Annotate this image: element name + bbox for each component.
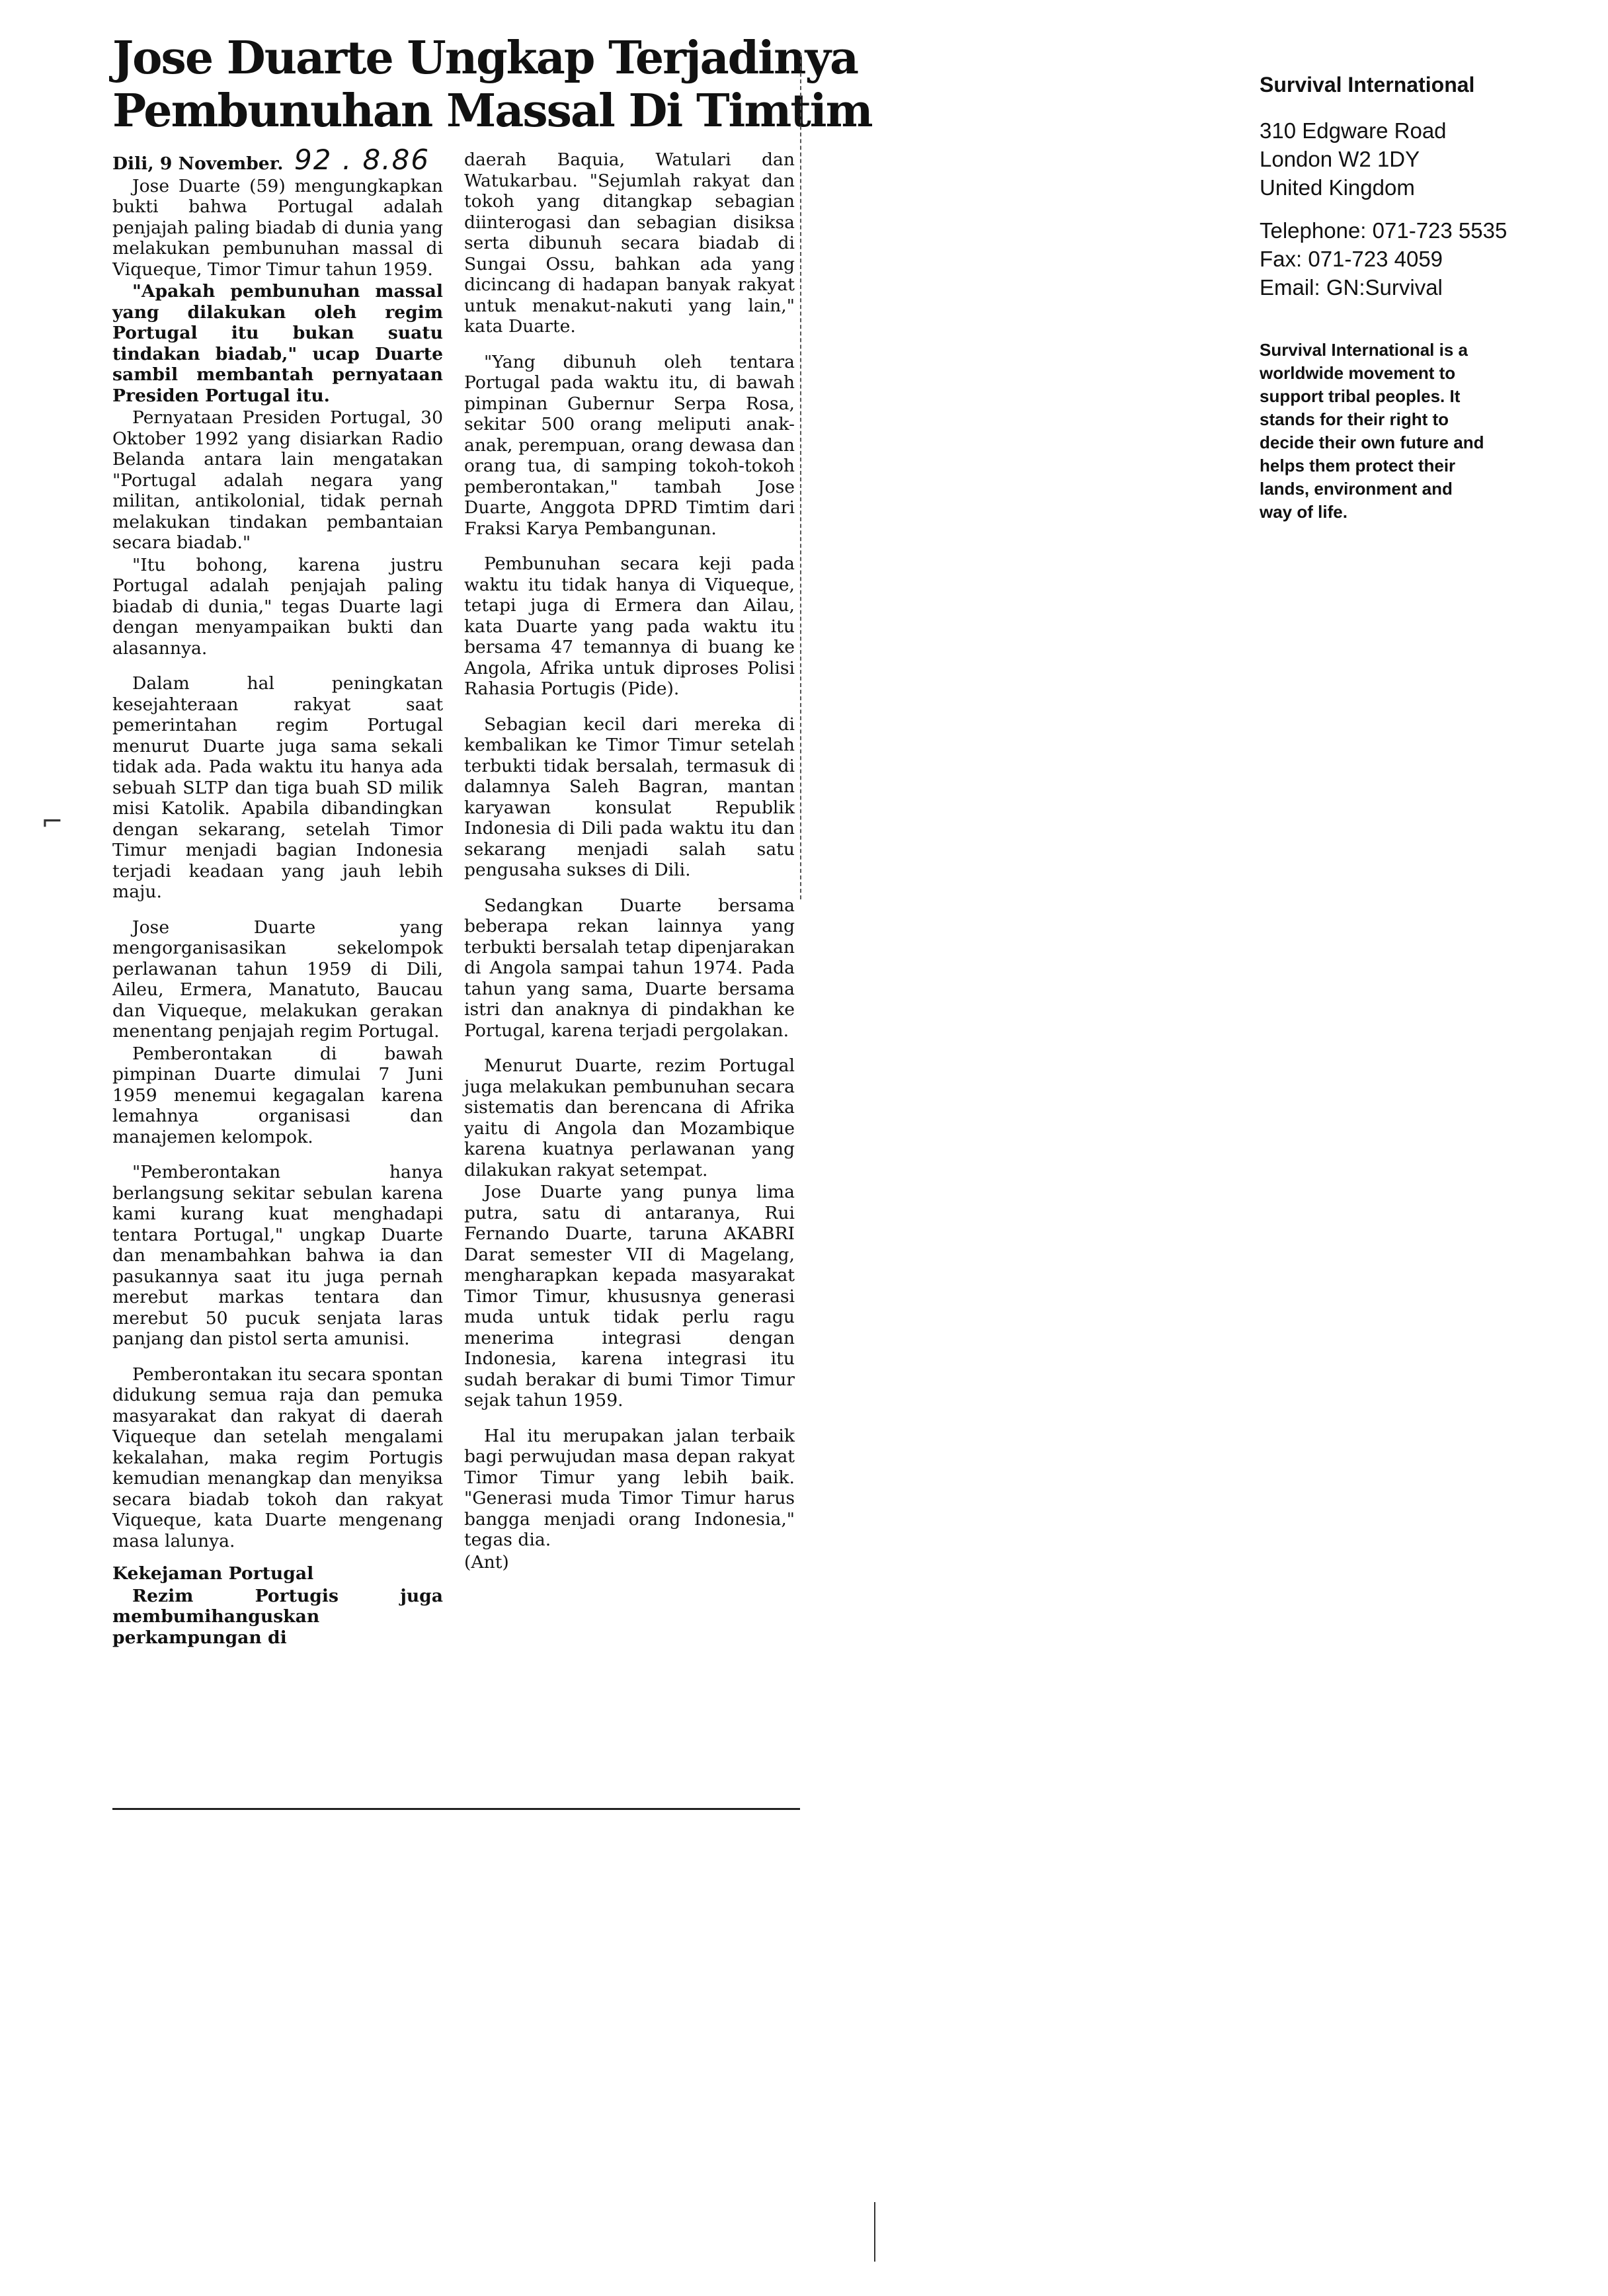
margin-mark: ⌐: [41, 807, 63, 837]
mission-line: Survival International is a: [1260, 340, 1468, 360]
right-column: [464, 149, 795, 1574]
dateline: Dili, 9 November.: [112, 153, 284, 174]
organization-name: Survival International: [1260, 73, 1475, 97]
dateline-paragraph: [112, 144, 443, 176]
email: Email: GN:Survival: [1260, 275, 1443, 300]
paragraph: Jose Duarte yang punya lima putra, satu di antaranya, Rui Fernando Duarte, taruna AKABRI Darat semester VII di Magelang, mengharapkan kepada masyarakat Timor Timur, khususnya generasi muda untuk tidak perlu ragu menerima integrasi dengan Indonesia, karena integrasi itu sudah berakar di bumi Timor Timur sejak tahun 1959.: [464, 1182, 795, 1411]
headline-line-1: Jose Duarte Ungkap Terjadinya: [112, 32, 858, 85]
mission-line: lands, environment and: [1260, 479, 1453, 499]
paragraph: daerah Baquia, Watulari dan Watukarbau. "Sejumlah rakyat dan tokoh yang ditangkap sebagian diinterogasi dan sebagian disiksa serta dibunuh secara biadab di Sungai Ossu, bahkan ada yang dicincang di hadapan banyak rakyat untuk menakut-nakuti yang lain," kata Duarte.: [464, 149, 795, 337]
paragraph: Dalam hal peningkatan kesejahteraan rakyat saat pemerintahan regim Portugal menurut Duarte juga sama sekali tidak ada. Pada waktu itu hanya ada sebuah SLTP dan tiga buah SD milik misi Katolik. Apabila dibandingkan dengan sekarang, setelah Timor Timur menjadi bagian Indonesia terjadi keadaan yang jauh lebih maju.: [112, 673, 443, 902]
address-line: United Kingdom: [1260, 175, 1415, 200]
address-line: London W2 1DY: [1260, 147, 1420, 171]
paragraph: Hal itu merupakan jalan terbaik bagi perwujudan masa depan rakyat Timor Timur yang lebih baik. "Generasi muda Timor Timur harus bangga menjadi orang Indonesia," tegas dia.: [464, 1425, 795, 1550]
news-agency-credit: (Ant): [464, 1551, 509, 1573]
scan-artifact-line: [874, 2202, 875, 2262]
address-line: 310 Edgware Road: [1260, 118, 1447, 143]
paragraph: "Pemberontakan hanya berlangsung sekitar sebulan karena kami kurang kuat menghadapi tentara Portugal," ungkap Duarte dan menambahkan bahwa ia dan pasukannya saat itu juga pernah merebut markas tentara dan merebut 50 pucuk senjata laras panjang dan pistol serta amunisi.: [112, 1162, 443, 1349]
paragraph: "Apakah pembunuhan massal yang dilakukan oleh regim Portugal itu bukan suatu tindakan biadab," ucap Duarte sambil membantah pernyataan Presiden Portugal itu.: [112, 281, 443, 406]
paragraph: Sedangkan Duarte bersama beberapa rekan lainnya yang terbukti bersalah tetap dipenjarakan di Angola sampai tahun 1974. Pada tahun yang sama, Duarte bersama istri dan anaknya di pindakhan ke Portugal, karena terjadi pergolakan.: [464, 895, 795, 1041]
section-subhead: Kekejaman Portugal: [112, 1563, 314, 1584]
fax: Fax: 071-723 4059: [1260, 247, 1443, 271]
paragraph: Pernyataan Presiden Portugal, 30 Oktober 1992 yang disiarkan Radio Belanda antara lain mengatakan "Portugal adalah negara yang militan, antikolonial, tidak pernah melakukan tindakan pembantaian secara biadab.": [112, 407, 443, 553]
handwritten-date-note: 92 . 8.86: [294, 144, 430, 176]
bottom-rule: [112, 1808, 800, 1810]
mission-line: stands for their right to: [1260, 409, 1449, 429]
newspaper-clipping: [112, 32, 872, 1817]
article-headline: [112, 32, 872, 138]
paragraph: Pemberontakan itu secara spontan didukung semua raja dan pemuka masyarakat dan rakyat di daerah Viqueque dan setelah mengalami kekalahan, maka regim Portugis kemudian menangkap dan menyiksa secara biadab tokoh dan rakyat Viqueque, kata Duarte mengenang masa lalunya.: [112, 1364, 443, 1551]
mission-statement: [1260, 339, 1537, 524]
paragraph: Pembunuhan secara keji pada waktu itu tidak hanya di Viqueque, tetapi juga di Ermera dan Ailau, kata Duarte yang pada waktu itu bersama 47 temannya di buang ke Angola, Afrika untuk diproses Polisi Rahasia Portugis (Pide).: [464, 554, 795, 699]
mission-line: worldwide movement to: [1260, 363, 1456, 383]
telephone: Telephone: 071-723 5535: [1260, 218, 1508, 243]
mission-line: helps them protect their: [1260, 456, 1456, 475]
paragraph: Jose Duarte (59) mengungkapkan bukti bahwa Portugal adalah penjajah paling biadab di dunia yang melakukan pembunuhan massal di Viqueque, Timor Timur tahun 1959.: [112, 175, 443, 280]
mission-line: way of life.: [1260, 502, 1347, 522]
clipping-cut-line: [800, 53, 801, 899]
mission-line: support tribal peoples. It: [1260, 386, 1461, 406]
paragraph: Rezim Portugis juga membumihanguskan perkampungan di: [112, 1585, 443, 1648]
headline-line-2: Pembunuhan Massal Di Timtim: [112, 85, 872, 138]
organization-address: [1260, 116, 1550, 202]
paragraph: Pemberontakan di bawah pimpinan Duarte dimulai 7 Juni 1959 menemui kegagalan karena lemahnya organisasi dan manajemen kelompok.: [112, 1043, 443, 1147]
paragraph: "Yang dibunuh oleh tentara Portugal pada waktu itu, di bawah pimpinan Gubernur Serpa Rosa, sekitar 500 orang meliputi anak-anak, perempuan, orang dewasa dan orang tua, di samping tokoh-tokoh pemberontakan," tambah Jose Duarte, Anggota DPRD Timtim dari Fraksi Karya Pembangunan.: [464, 351, 795, 539]
organization-contact: [1260, 216, 1550, 302]
paragraph: Menurut Duarte, rezim Portugal juga melakukan pembunuhan secara sistematis dan berencana di Afrika yaitu di Angola dan Mozambique karena kuatnya perlawanan yang dilakukan rakyat setempat.: [464, 1055, 795, 1180]
paragraph: "Itu bohong, karena justru Portugal adalah penjajah paling biadab di dunia," tegas Duarte lagi dengan menyampaikan bukti dan alasannya.: [112, 554, 443, 659]
paragraph: Jose Duarte yang mengorganisasikan sekelompok perlawanan tahun 1959 di Dili, Aileu, Ermera, Manatuto, Baucau dan Viqueque, melakukan gerakan menentang penjajah regim Portugal.: [112, 917, 443, 1042]
left-column: [112, 144, 443, 1649]
paragraph: Sebagian kecil dari mereka di kembalikan ke Timor Timur setelah terbukti tidak bersalah, termasuk di dalamnya Saleh Bagran, mantan karyawan konsulat Republik Indonesia di Dili pada waktu itu dan sekarang menjadi salah satu pengusaha sukses di Dili.: [464, 714, 795, 880]
mission-line: decide their own future and: [1260, 432, 1484, 452]
organization-letterhead: [1260, 71, 1550, 524]
